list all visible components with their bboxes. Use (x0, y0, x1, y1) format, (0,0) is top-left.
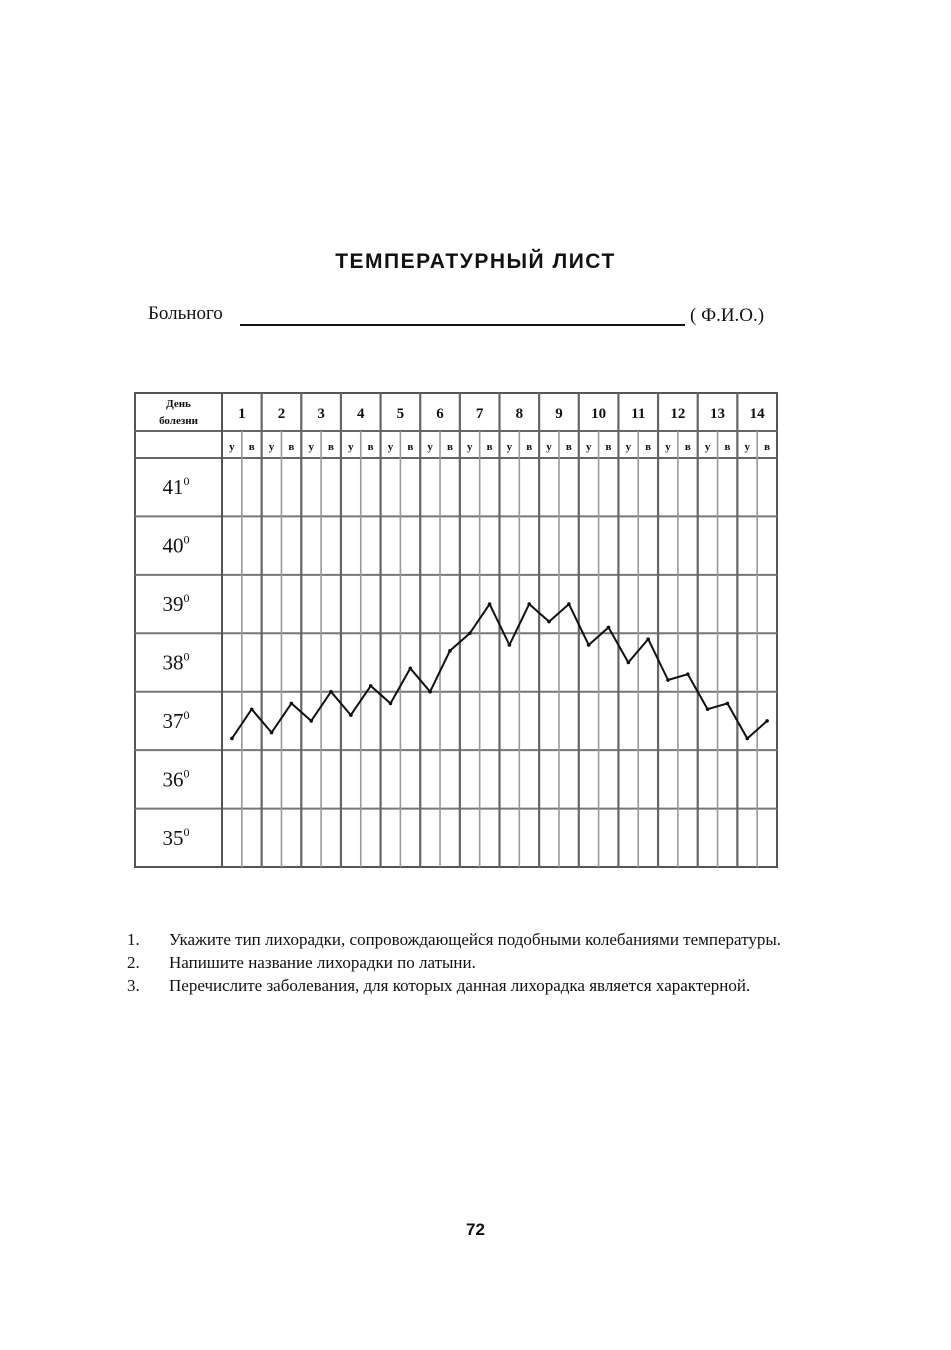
day-label: 9 (555, 406, 563, 422)
temperature-point (468, 631, 472, 635)
temperature-point (250, 707, 254, 711)
question-text: Укажите тип лихорадки, сопровождающейся подобными колебаниями температуры. (169, 930, 782, 949)
temperature-point (389, 702, 393, 706)
evening-label: в (248, 441, 255, 453)
morning-label: у (467, 441, 473, 453)
question-text: Напишите название лихорадки по латыни. (169, 953, 476, 972)
day-label: 10 (591, 406, 607, 422)
evening-label: в (288, 441, 295, 453)
day-label: 2 (277, 406, 286, 422)
page-number: 72 (466, 1220, 485, 1239)
day-label: 4 (357, 406, 365, 422)
evening-label: в (645, 441, 652, 453)
temperature-point (646, 637, 650, 641)
temperature-point (309, 719, 313, 723)
temperature-point (349, 713, 353, 717)
degree-sup: 0 (183, 532, 190, 547)
y-tick-label: $36^0$ (162, 766, 190, 792)
temperature-point (527, 602, 531, 606)
question-number: 2. (127, 953, 140, 972)
morning-label: у (506, 441, 513, 453)
header-label-illness: болезни (159, 415, 198, 427)
day-label: 12 (670, 406, 686, 422)
y-tick-label: $41^0$ (162, 474, 190, 500)
morning-label: у (427, 441, 433, 453)
evening-label: в (328, 441, 334, 453)
temperature-point (448, 649, 452, 653)
temperature-point (666, 678, 670, 682)
evening-label: в (565, 441, 572, 453)
day-label: 7 (475, 406, 484, 422)
day-label: 1 (238, 406, 246, 422)
degree-sup: 0 (183, 766, 190, 781)
y-tick-label: $40^0$ (162, 532, 190, 558)
morning-label: у (308, 441, 314, 453)
morning-label: у (348, 441, 354, 453)
question-item (127, 951, 797, 974)
evening-label: в (684, 441, 691, 453)
morning-label: у (744, 441, 751, 453)
temperature-point (587, 643, 591, 647)
temperature-point (745, 737, 749, 741)
temperature-point (547, 620, 551, 624)
question-item (127, 928, 797, 951)
question-number: 3. (127, 976, 140, 995)
temperature-point (607, 626, 611, 630)
degree-sup: 0 (183, 824, 190, 839)
morning-label: у (229, 441, 235, 453)
chart-frame (135, 393, 777, 867)
questions-list (127, 928, 797, 997)
y-tick-label: $38^0$ (162, 649, 190, 675)
degree-sup: 0 (183, 474, 190, 489)
patient-label: Больного (148, 303, 223, 324)
temperature-point (409, 667, 413, 671)
morning-label: у (704, 441, 711, 453)
y-tick-label: $35^0$ (162, 824, 190, 850)
degree-sup: 0 (183, 649, 190, 664)
page-title: ТЕМПЕРАТУРНЫЙ ЛИСТ (335, 250, 616, 273)
day-label: 6 (436, 406, 444, 422)
header-label-day: День (166, 398, 191, 410)
evening-label: в (605, 441, 612, 453)
temperature-point (270, 731, 274, 735)
temperature-point (686, 672, 690, 676)
evening-label: в (764, 441, 771, 453)
question-item (127, 974, 797, 997)
day-label: 3 (317, 406, 325, 422)
temperature-point (488, 602, 492, 606)
temperature-point (290, 702, 294, 706)
question-text: Перечислите заболевания, для которых данная лихорадка является характерной. (169, 976, 751, 995)
temperature-point (329, 690, 333, 694)
y-tick-label: $39^0$ (162, 591, 190, 617)
morning-label: у (546, 441, 552, 453)
temperature-point (369, 684, 373, 688)
degree-sup: 0 (183, 591, 190, 606)
day-label: 11 (631, 406, 646, 422)
morning-label: у (665, 441, 671, 453)
day-label: 8 (515, 406, 524, 422)
patient-name-hint: ( Ф.И.О.) (690, 305, 765, 326)
day-label: 14 (749, 406, 765, 422)
temperature-point (567, 602, 571, 606)
day-label: 5 (396, 406, 405, 422)
y-tick-label: $37^0$ (162, 707, 190, 733)
temperature-point (765, 719, 769, 723)
temperature-point (428, 690, 432, 694)
morning-label: у (387, 441, 394, 453)
day-label: 13 (710, 406, 726, 422)
evening-label: в (724, 441, 731, 453)
temperature-point (706, 707, 710, 711)
temperature-point (230, 737, 234, 741)
question-number: 1. (127, 930, 140, 949)
degree-sup: 0 (183, 707, 190, 722)
evening-label: в (446, 441, 453, 453)
temperature-point (726, 702, 730, 706)
evening-label: в (407, 441, 414, 453)
evening-label: в (367, 441, 374, 453)
morning-label: у (585, 441, 592, 453)
evening-label: в (526, 441, 533, 453)
temperature-point (627, 661, 631, 665)
evening-label: в (486, 441, 493, 453)
temperature-point (508, 643, 512, 647)
morning-label: у (625, 441, 632, 453)
morning-label: у (268, 441, 275, 453)
